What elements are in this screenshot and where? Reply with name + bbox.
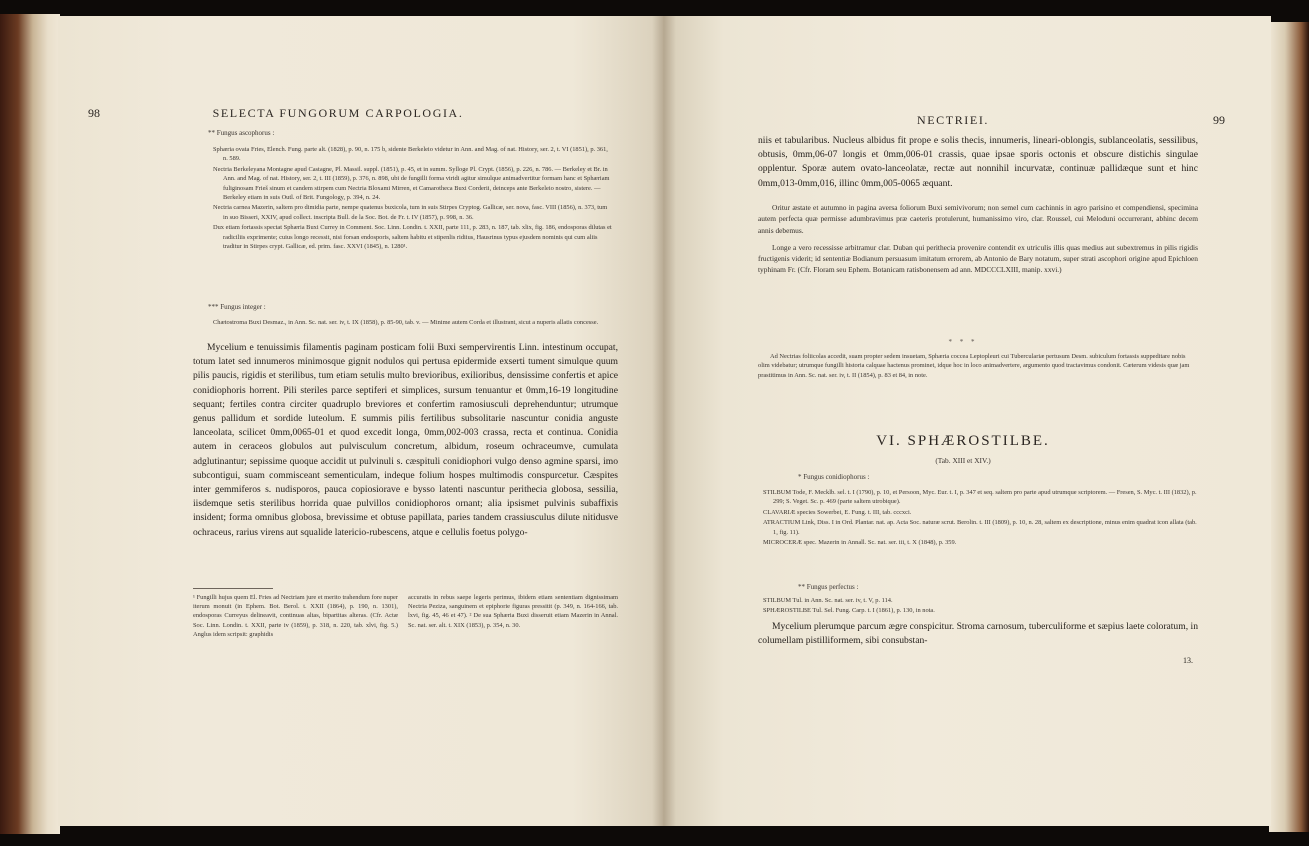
synonymy-entry: STILBUM Tul. in Ann. Sc. nat. ser. iv, t. V, p. 114. — [763, 597, 893, 604]
running-head: SELECTA FUNGORUM CARPOLOGIA. — [212, 106, 464, 120]
section-heading: VI. SPHÆROSTILBE. — [876, 433, 1050, 449]
main-paragraph: Mycelium plerumque parcum ægre conspicitur. Stroma carnosum, tuberculiforme et sæpius laete coloratum, in columellam pistilliformem, sibi consubstan- — [758, 621, 1198, 647]
group-heading: ** Fungus ascophorus : — [208, 129, 275, 137]
main-text — [758, 620, 1198, 648]
running-head: NECTRIEI. — [916, 113, 990, 127]
signature-mark: 13. — [1183, 656, 1193, 665]
remarks-block — [758, 202, 1198, 282]
group-heading: *** Fungus integer : — [208, 303, 266, 311]
footnote: ¹ Fungilli hujus quem El. Fries ad Nectriam jure et merito trahendum fore nuper iterum monuit (in Ephem. Bot. Berol. t. XXII (1864), p. 190, n. 1301), endosporas Curreyus delineavit, continuas altas, bipartitas alteras. (Cfr. Actæ Soc. Linn. Londin. t. XXII, parte iv (1859), p. 318, n. 220, tab. xlvi, fig. 5.) Anglus idem scripsit: graphidis — [193, 594, 398, 638]
group-heading: * Fungus conidiophorus : — [798, 473, 870, 481]
synonymy-entry: Sphæria ovata Fries, Elench. Fung. parte alt. (1828), p. 90, n. 175 b, sidente Berkeleio videtur in Ann. and Mag. of nat. History, ser. 2, t. VI (1851), p. 361, n. 589. — [213, 146, 608, 163]
synonymy-entry: ATRACTIUM Link, Diss. I in Ord. Plantar. nat. ap. Acta Soc. naturæ scrut. Berolin. t. III (1809), p. 10, n. 28, saltem ex descriptione, minus enim quadrat icon allata (tab. 1, fig. 11). — [763, 519, 1197, 536]
remarks-paragraph: Longe a vero recessisse arbitramur clar. Duban qui perithecia provenire contendit ex utriculis illis quas medius aut subextremus in pilis rigidis fructigenis viderit; id sententiæ Bodianum persuasum imitatum errorem, ab Antonio de Bary notatum, super strati ascophori origine apud Epichloen typhinam Fr. (Cfr. Floram seu Ephem. Botanicam ratisbonensem ad ann. MDCCCLXIII, manip. xxvi.) — [758, 242, 1198, 275]
plate-reference: (Tab. XIII et XIV.) — [935, 456, 991, 465]
main-text — [193, 341, 618, 540]
synonymy-block — [213, 145, 613, 252]
synonymy-entry: STILBUM Tode, F. Mecklb. sel. t. I (1790), p. 10, et Persoon, Myc. Eur. t. I, p. 347 et seq. saltem pro parte apud utrumque scriptorem. — Fresen, S. Myc. t. III (1832), p. 299; S. Veget. Sc. p. 469 (parte saltem utrobique). — [763, 489, 1197, 506]
main-paragraph: niis et tabularibus. Nucleus albidus fit prope e solis thecis, innumeris, lineari-oblongis, sublanceolatis, sessilibus, obtusis, 0mm,06-07 longis et 0mm,006-01 crassis, quae ipsae sporis octonis et obscure distichis singulae opplentur. Sporæ autem ovato-lanceolatæ, rectæ aut nonnihil incurvatæ, continuæ pallidæque sunt et hinc 0mm,013-0mm,016, illinc 0mm,005-0065 æquant. — [758, 135, 1198, 189]
page-number: 99 — [1213, 113, 1225, 127]
main-text — [758, 134, 1198, 191]
synonymy-entry: Chætostroma Buxi Desmaz., in Ann. Sc. nat. ser. iv, t. IX (1858), p. 85-90, tab. v. — Minime autem Corda et illustrant, sicut a nuperis allatis concesse. — [213, 319, 599, 326]
remarks-paragraph: Oritur æstate et autumno in pagina aversa foliorum Buxi semivivorum; non semel cum cachinnis in agro parisino et compendiensi, specimina autem perfecta quæ permisse adumbravimus præ caeteris protulerunt, humanissimo viro, clar. Roussel, cui Meloduni occurrerant, abhinc decem annis debemus. — [758, 203, 1198, 235]
synonymy-entry: Nectria carnea Mazerin, saltem pro dimidia parte, nempe quatenus buxicola, tum in suis Stirpes Cryptog. Gallicæ, ser. nova, fasc. VIII (1856), n. 373, tum in suo Bisseri, XXIV, apud collect. inscripta Bull. de la Soc. Bot. de Fr. t. IV (1857), p. 998, n. 36. — [213, 204, 608, 221]
left-page — [58, 16, 663, 826]
synonymy-block — [763, 488, 1198, 548]
synonymy-entry: Dux etiam fortassis spectat Sphæria Buxi Currey in Comment. Soc. Linn. Londin. t. XXII, parte 111, p. 283, n. 187, tab. xlix, fig. 186, endosporas dilutas et radiciliis exprimente; cuius longo recessit, nisi forsan endosporis, saltem habitu et stipenlis ridiius, Hausrinus typus ejusdem nominis qui cum aliis traditur in Stirpes crypt. Gallicæ, ed. prim. fasc. XXVI (1845), n. 1280¹. — [213, 224, 612, 251]
main-paragraph: Mycelium e tenuissimis filamentis paginam posticam folii Buxi sempervirentis Linn. intestinum occupat, totum latet sed innumeros minimosque gignit nodulos qui pertusa epidermide exserti tument simulque quum pilis paucis, rigidis et sterilibus, tum etiam setulis multo brevioribus, exilioribus, densissime confertis et apice conidiophoris horrent. Pili steriles parce septiferi et simplices, sursum tenuantur et 0mm,16-19 longitudine sequant; fertiles contra circiter quadruplo breviores et confertim ramosiusculi deprehenduntur; utrumque genus pallidum et sordide luteolum. E summis pilis fertilibus subsolitarie nascuntur conidia anguste lanceolata, scilicet 0mm,0065-01 et quod excedit longa, 0mm,002-003 crassa, recta et continua. Conidia autem in ceraceos globulos aut pulvisculum concretum, albidum, roseum ochraceumve, cumulata adglutinantur; sepissime quoque accidit ut pulvinuli s. cæspituli conidiophori vulgo denso agmine sparsi, imo subcontigui, suam commisceant sementiculam, indeque folium hospes multimodis conspurcetur. Cæspites inter gemmiferos s. nudisporos, pauca copiosiorave e bysso latenti nascuntur perithecia globosa, sessilia, iisdemque setis sterilibus horrida quae pulvillos conidiophoros ornant; alia ipsismet pulvinis subaffixis insident; forma omnibus globosa, brevissime et obtuse papillata, paries tandem crassiusculus dilute nitidusve ochraceus, rarius virens aut squalide latericio-rubescens, atque e cellulis foetus polygo- — [193, 342, 618, 538]
right-page — [663, 16, 1271, 826]
section-divider: * * * — [948, 338, 978, 346]
note-paragraph: Ad Nectrias foliicolas accedit, suam propter sedem insuetam, Sphæria coccea Leptopleuri cui Tuberculariæ pertusum Desm. subiculum fortassis suppeditare nobis olim videbatur; utrumque fungilli historia calquae hactenus prominet, idque hoc in loco animadvertere, argumento quod tractavimus condonit. Cæterum videsis quæ jam prastitimus in Ann. Sc. nat. ser. iv, t. II (1854), p. 83 et 84, in note. — [758, 353, 1190, 379]
footnote-rule — [193, 588, 273, 589]
synonymy-entry: MICROCERÆ spec. Mazerin in Annall. Sc. nat. ser. iii, t. X (1848), p. 359. — [763, 539, 957, 547]
group-heading: ** Fungus perfectus : — [798, 583, 859, 591]
synonymy-entry: Nectria Berkeleyana Montagne apud Castagne, Pl. Massil. suppl. (1851), p. 45, et in summ. Sylloge Pl. Crypt. (1856), p. 226, n. 786. — Berkeley et Br. in Ann. and Mag. of nat. History, ser. 2, t. III (1859), p. 376, n. 898, ubi de fungilli forma viridi agitur simulque animadvertitur formam hanc et Sphæriam fuliginosam Frieš sinum et candem stirpem cum Nectria Bloxami Mirren, et Camarotheca Buxi Corderii, deinceps ante Berkeleio nostro, sistere. — Berkeley etiam in suis Outl. of Brit. Fungology, p. 394, n. 24. — [213, 165, 610, 202]
book-gutter — [652, 16, 676, 826]
page-number: 98 — [88, 106, 100, 120]
synonymy-entry: CLAVARIÆ species Sowerbei, E. Fung. t. III, tab. cccxci. — [763, 508, 912, 516]
note-block — [758, 352, 1198, 381]
synonymy-entry: SPHÆROSTILBE Tul. Sel. Fung. Carp. t. I (1861), p. 130, in nota. — [763, 607, 935, 615]
footnote: accuratis in rebus saepe legeris perimus, ibidem etiam sententiam dignissimam Nectria Peziza, sanguinem et epiphorie figuras pressitit (p. 349, n. 164-166, tab. lxvi, fig. 45, 46 et 47). ² De sua Sphæria Buxi disseruit etiam Mazerin in Annal. Sc. nat. ser. alt. t. XIX (1853), p. 354, n. 30. — [408, 594, 618, 629]
synonymy-block — [763, 596, 1198, 617]
book-edge-left — [0, 14, 60, 834]
synonymy-block — [213, 318, 613, 328]
book-edge-right — [1269, 22, 1309, 832]
